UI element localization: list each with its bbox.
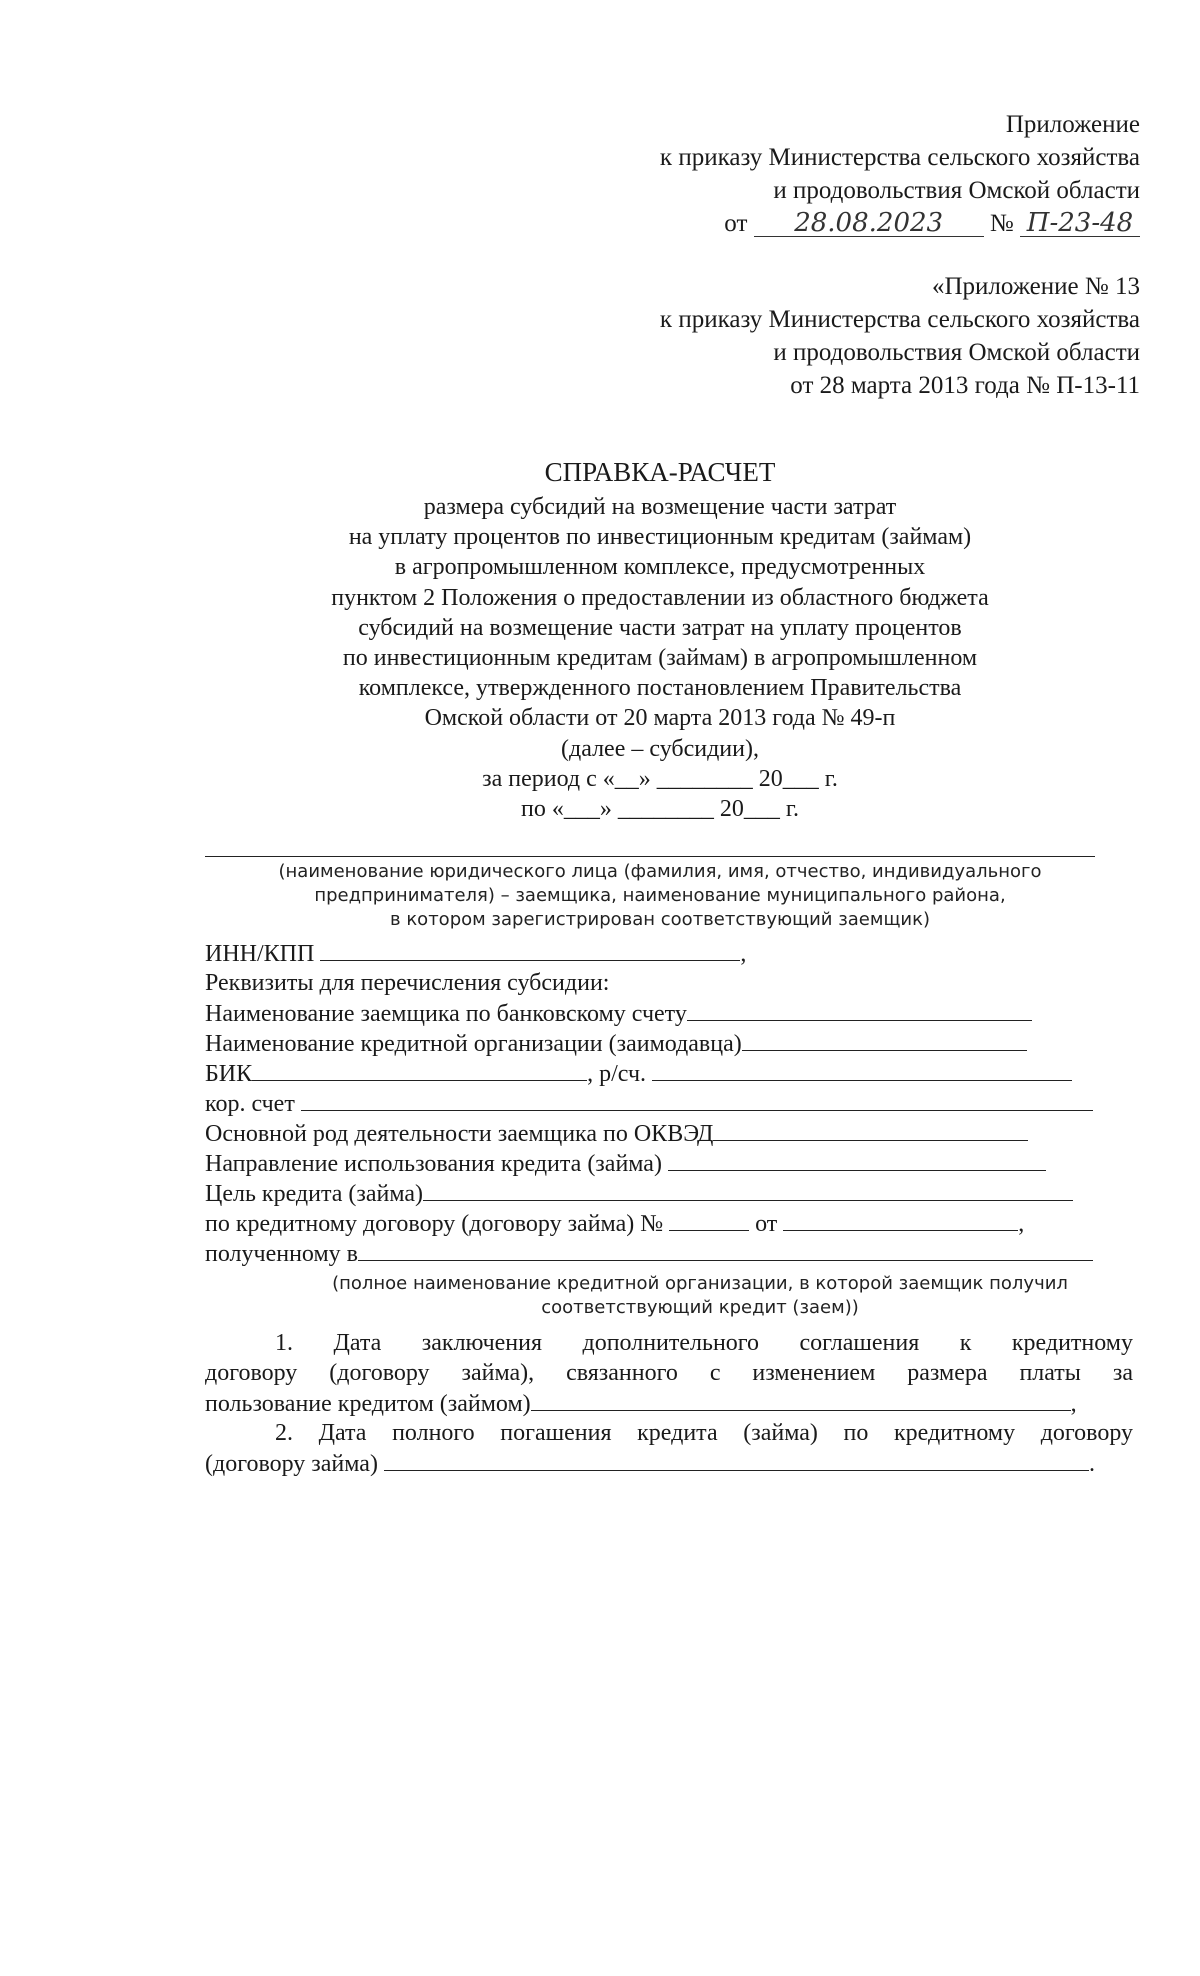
appendix-header (660, 108, 1140, 240)
credit-org-label: Наименование кредитной организации (заимодавца) (205, 1031, 742, 1057)
inn-kpp-blank[interactable] (320, 938, 740, 961)
credit-purpose-field (205, 1178, 1073, 1209)
contract-field: по кредитному договору (договору займа) № от , (205, 1208, 1024, 1239)
corr-account-blank[interactable] (301, 1088, 1093, 1111)
note-line: (наименование юридического лица (фамилия, имя, отчество, индивидуального (278, 861, 1042, 882)
received-blank[interactable] (358, 1238, 1093, 1261)
item1-line1: 1. Дата заключения дополнительного соглашения к кредитному (275, 1330, 1133, 1356)
credit-direction-field (205, 1148, 1046, 1179)
appendix-line1: Приложение (1005, 111, 1140, 138)
item-2 (205, 1418, 1133, 1479)
contract-label: по кредитному договору (договору займа) № (205, 1211, 664, 1237)
contract-from-label: от (755, 1211, 778, 1237)
borrower-account-label: Наименование заемщика по банковскому счету (205, 1001, 687, 1027)
subtitle-line: (далее – субсидии), (561, 735, 759, 762)
subtitle-line: комплексе, утвержденного постановлением Правительства (358, 675, 962, 702)
bik-account-field (205, 1058, 1072, 1089)
note-line: соответствующий кредит (заем)) (541, 1297, 859, 1318)
credit-purpose-blank[interactable] (423, 1178, 1073, 1201)
note-line: в котором зарегистрирован соответствующий заемщик) (389, 909, 931, 930)
requisites-label: Реквизиты для перечисления субсидии: (205, 970, 610, 996)
okved-field (205, 1118, 1028, 1149)
item2-line2-text: (договору займа) (205, 1451, 378, 1477)
credit-purpose-label: Цель кредита (займа) (205, 1181, 424, 1207)
entity-name-line[interactable] (205, 856, 1095, 857)
credit-org-field (205, 1028, 1027, 1059)
item2-line2: (договору займа) . (205, 1448, 1133, 1479)
item1-line2: договору (договору займа), связанного с изменением размера платы за (205, 1360, 1133, 1386)
form-subtitle (200, 492, 1120, 824)
credit-direction-label: Направление использования кредита (займа) (205, 1151, 662, 1177)
credit-direction-blank[interactable] (668, 1148, 1046, 1171)
item2-date-blank[interactable] (384, 1448, 1089, 1471)
inn-kpp-field: ИНН/КПП , (205, 938, 746, 969)
okved-label: Основной род деятельности заемщика по ОКВЭД (205, 1121, 714, 1147)
subtitle-line: размера субсидий на возмещение части затрат (423, 494, 897, 520)
corr-account-label: кор. счет (205, 1091, 295, 1117)
subtitle-line: субсидий на возмещение части затрат на уплату процентов (358, 614, 962, 641)
borrower-account-field (205, 998, 1032, 1029)
appendix13-header (660, 270, 1140, 402)
appendix13-line3: и продовольствия Омской области (773, 339, 1140, 366)
subtitle-period-from: за период с «__» ________ 20___ г. (482, 765, 838, 792)
number-label: № (989, 210, 1014, 237)
account-blank[interactable] (652, 1058, 1072, 1081)
subtitle-line: Омской области от 20 марта 2013 года № 49-п (424, 705, 896, 732)
handwritten-number: П-23-48 (1020, 210, 1140, 237)
borrower-account-blank[interactable] (687, 998, 1032, 1021)
contract-date-blank[interactable] (783, 1208, 1018, 1231)
subtitle-line: в агропромышленном комплексе, предусмотренных (394, 554, 926, 581)
item1-date-blank[interactable] (531, 1388, 1071, 1411)
received-field (205, 1238, 1093, 1269)
note-line: предпринимателя) – заемщика, наименование муниципального района, (314, 885, 1006, 906)
entity-name-note (200, 860, 1120, 932)
inn-kpp-label: ИНН/КПП (205, 941, 315, 967)
corr-account-field (205, 1088, 1093, 1119)
appendix-date-number (660, 207, 1140, 240)
item1-line3-text: пользование кредитом (займом) (205, 1391, 531, 1417)
subtitle-line: по инвестиционным кредитам (займам) в агропромышленном (342, 645, 978, 672)
appendix-line2: к приказу Министерства сельского хозяйства (659, 144, 1140, 171)
subtitle-period-to: по «___» ________ 20___ г. (521, 796, 799, 823)
okved-blank[interactable] (713, 1118, 1028, 1141)
item1-line3: пользование кредитом (займом) , (205, 1388, 1133, 1419)
appendix13-line1: «Приложение № 13 (931, 273, 1140, 300)
appendix-line3: и продовольствия Омской области (773, 177, 1140, 204)
received-label: полученному в (205, 1241, 358, 1267)
received-note (240, 1272, 1160, 1320)
item-1 (205, 1328, 1133, 1419)
appendix13-line2: к приказу Министерства сельского хозяйства (659, 306, 1140, 333)
bik-blank[interactable] (252, 1058, 587, 1081)
bik-label: БИК (205, 1061, 253, 1087)
item2-line1: 2. Дата полного погашения кредита (займа) по кредитному договору (275, 1420, 1133, 1446)
subtitle-line: на уплату процентов по инвестиционным кредитам (займам) (348, 524, 972, 551)
form-title: СПРАВКА-РАСЧЕТ (544, 457, 776, 487)
subtitle-line: пунктом 2 Положения о предоставлении из областного бюджета (331, 584, 989, 611)
from-label: от (724, 210, 748, 237)
contract-number-blank[interactable] (669, 1208, 749, 1231)
appendix13-line4: от 28 марта 2013 года № П-13-11 (790, 372, 1140, 399)
note-line: (полное наименование кредитной организации, в которой заемщик получил (332, 1273, 1068, 1294)
credit-org-blank[interactable] (742, 1028, 1027, 1051)
handwritten-date: 28.08.2023 (754, 210, 984, 237)
account-label: , р/сч. (587, 1061, 647, 1087)
